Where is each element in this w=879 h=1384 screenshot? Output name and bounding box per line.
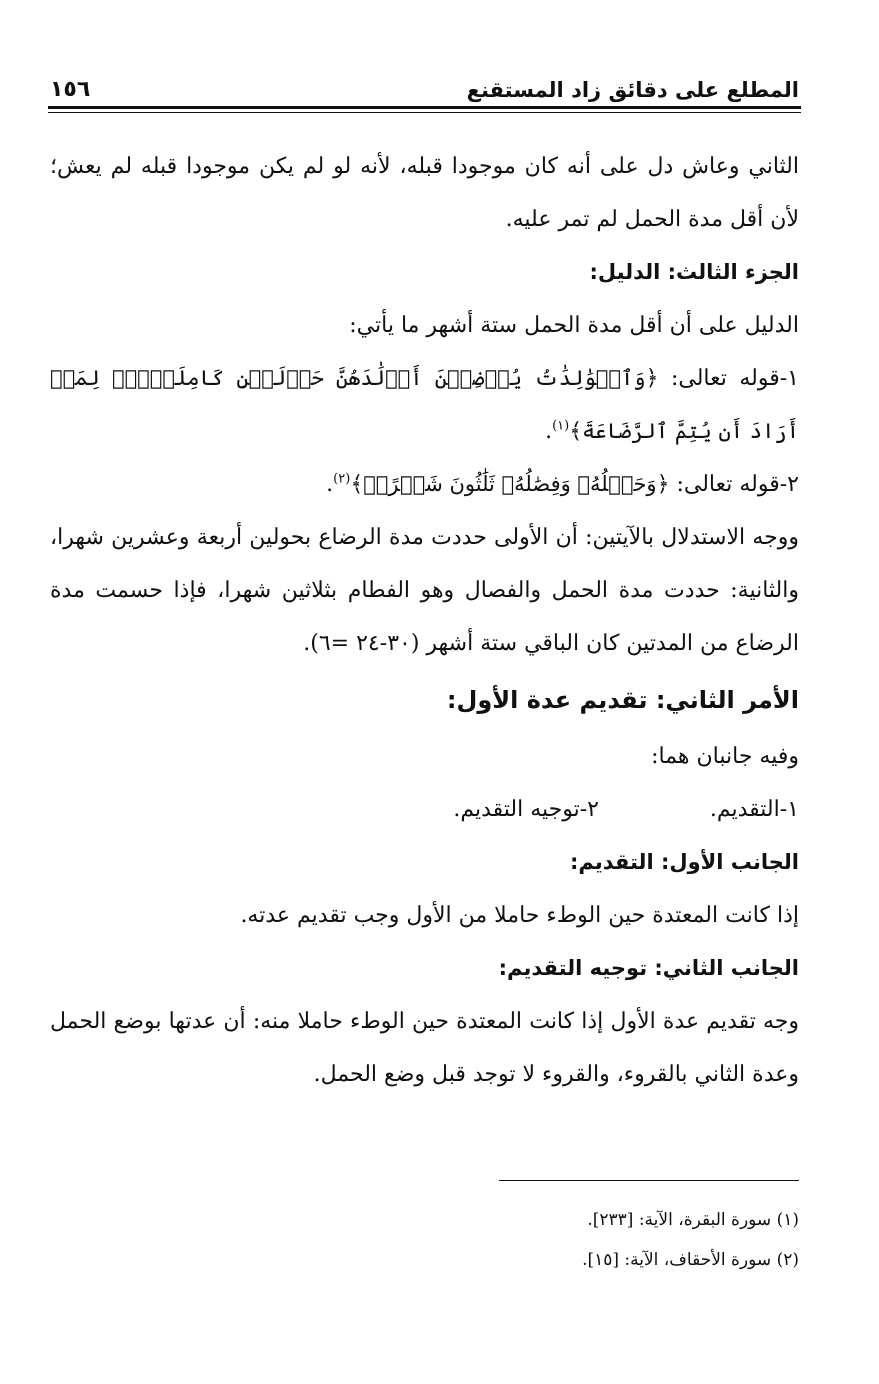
paragraph-inference: ووجه الاستدلال بالآيتين: أن الأولى حددت مدة الرضاع بحولين أربعة وعشرين شهرا، والثانية: حددت مدة الحمل والفصال وهو الفطام بثلاثين شهرا، فإذا حسمت مدة الرضاع من المدتين كان الباقي ستة أشهر (٣٠-٢٤ =٦). xyxy=(50,525,799,656)
heading-part-three: الجزء الثالث: الدليل: xyxy=(589,260,799,284)
item2-prefix: ٢-قوله تعالى: ﴿ xyxy=(656,472,799,497)
aspect-item-2: ٢-توجيه التقديم. xyxy=(453,797,599,822)
aspect-item-1: ١-التقديم. xyxy=(709,797,799,822)
item1-end: . xyxy=(545,419,553,444)
footnotes xyxy=(50,1200,799,1280)
paragraph-aspect-one: إذا كانت المعتدة حين الوطء حاملا من الأول وجب تقديم عدته. xyxy=(240,903,799,928)
aspects-list xyxy=(50,783,799,836)
quran-verse-2: وَحَمۡلُهُۥ وَفِصَٰلُهُۥ ثَلَٰثُونَ شَهۡرًاۚ xyxy=(363,472,657,496)
paragraph-aspect-two: وجه تقديم عدة الأول إذا كانت المعتدة حين الوطء حاملا منه: أن عدتها بوضع الحمل وعدة الثاني بالقروء، والقروء لا توجد قبل وضع الحمل. xyxy=(50,1009,799,1087)
paragraph-two-aspects: وفيه جانبان هما: xyxy=(651,744,799,769)
item1-suffix: ﴾ xyxy=(569,419,583,444)
page-header xyxy=(50,62,799,102)
heading-aspect-two: الجانب الثاني: توجيه التقديم: xyxy=(498,956,799,980)
footnote-2: (٢) سورة الأحقاف، الآية: [١٥]. xyxy=(582,1250,799,1270)
footnote-1: (١) سورة البقرة، الآية: [٢٣٣]. xyxy=(587,1210,799,1230)
heading-matter-two: الأمر الثاني: تقديم عدة الأول: xyxy=(446,686,799,714)
evidence-item-2 xyxy=(50,458,799,511)
header-rule xyxy=(48,106,801,113)
item2-end: . xyxy=(326,472,334,497)
page-body xyxy=(50,140,799,1101)
page-number: ١٥٦ xyxy=(50,77,91,102)
paragraph-opening: الثاني وعاش دل على أنه كان موجودا قبله، لأنه لو لم يكن موجودا قبله لم يعش؛ لأن أقل مدة الحمل لم تمر عليه. xyxy=(50,154,799,232)
footnote-ref-2: (٢) xyxy=(333,471,351,487)
heading-aspect-one: الجانب الأول: التقديم: xyxy=(569,850,799,874)
item2-suffix: ﴾ xyxy=(350,472,364,497)
quran-verse-1: وَٱلۡوَٰلِدَٰتُ يُرۡضِعۡنَ أَوۡلَٰدَهُنَّ حَوۡلَيۡنِ كَامِلَيۡنِۖ لِمَنۡ أَرَادَ أَن يُتِمَّ ٱلرَّضَاعَةَ xyxy=(50,366,799,443)
footnote-separator xyxy=(499,1180,799,1181)
footnote-ref-1: (١) xyxy=(552,418,570,434)
paragraph-evidence-intro: الدليل على أن أقل مدة الحمل ستة أشهر ما يأتي: xyxy=(349,313,799,338)
running-title: المطلع على دقائق زاد المستقنع xyxy=(466,78,799,102)
item1-prefix: ١-قوله تعالى: ﴿ xyxy=(645,366,799,391)
evidence-item-1 xyxy=(50,352,799,458)
